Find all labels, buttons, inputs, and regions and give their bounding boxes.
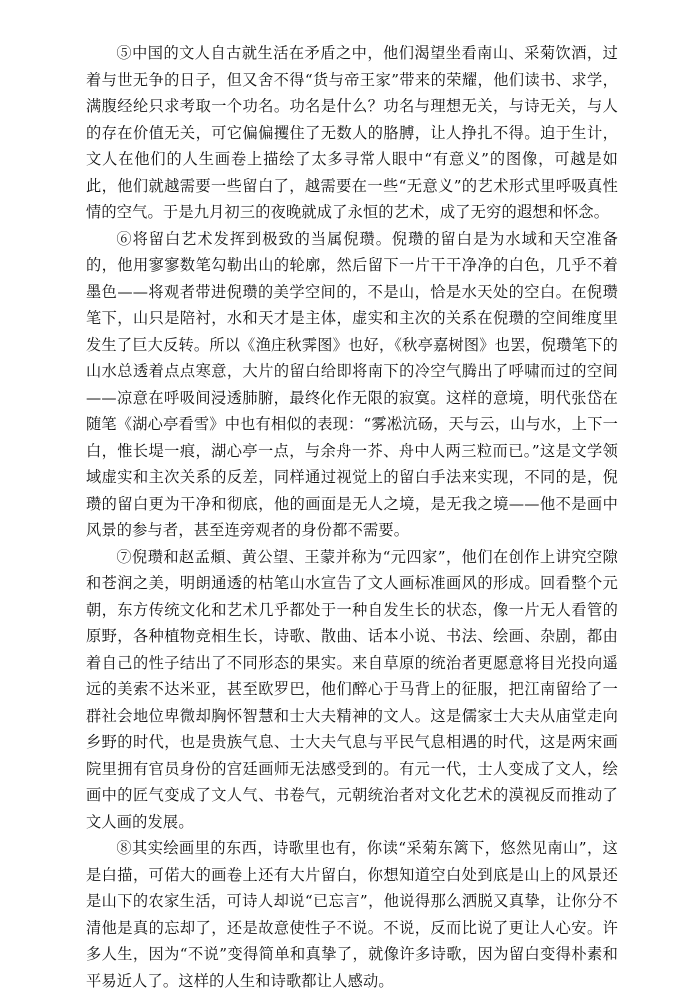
paragraph-8: ⑧其实绘画里的东西，诗歌里也有，你读“采菊东篱下，悠然见南山”，这是白描，可偌大的画卷上还有大片留白，你想知道空白处到底是山上的风景还是山下的农家生活，可诗人却说“已忘言”，他说得那么洒脱又真挚，让你分不清他是真的忘却了，还是故意使性子不说。不说，反而比说了更让人心安。许多人生，因为“不说”变得简单和真挚了，就像许多诗歌，因为留白变得朴素和平易近人了。这样的人生和诗歌都让人感动。	[86, 839, 618, 990]
paragraph-6: ⑥将留白艺术发挥到极致的当属倪瓒。倪瓒的留白是为水域和天空准备的，他用寥寥数笔勾勒出山的轮廓，然后留下一片干干净净的白色，几乎不着墨色——将观者带进倪瓒的美学空间的，不是山，恰是水天处的空白。在倪瓒笔下，山只是陪衬，水和天才是主体，虚实和主次的关系在倪瓒的空间维度里发生了巨大反转。所以《渔庄秋霁图》也好，《秋亭嘉树图》也罢，倪瓒笔下的山水总透着点点寒意，大片的留白给即将南下的冷空气腾出了呼啸而过的空间——凉意在呼吸间浸透肺腑，最终化作无限的寂寞。这样的意境，明代张岱在随笔《湖心亭看雪》中也有相似的表现：“雾凇沆砀，天与云，山与水，上下一白，惟长堤一痕，湖心亭一点，与余舟一芥、舟中人两三粒而已。”这是文学领域虚实和主次关系的反差，同样通过视觉上的留白手法来实现，不同的是，倪瓒的留白更为干净和彻底，他的画面是无人之境，是无我之境——他不是画中风景的参与者，甚至连旁观者的身份都不需要。	[86, 229, 618, 539]
paragraph-7: ⑦倪瓒和赵孟頫、黄公望、王蒙并称为“元四家”，他们在创作上讲究空隙和苍润之美，明朗通透的枯笔山水宣告了文人画标准画风的形成。回看整个元朝，东方传统文化和艺术几乎都处于一种自发生长的状态，像一片无人看管的原野，各种植物竞相生长，诗歌、散曲、话本小说、书法、绘画、杂剧，都由着自己的性子结出了不同形态的果实。来自草原的统治者更愿意将目光投向遥远的美索不达米亚，甚至欧罗巴，他们醉心于马背上的征服，把江南留给了一群社会地位卑微却胸怀智慧和士大夫精神的文人。这是儒家士大夫从庙堂走向乡野的时代，也是贵族气息、士大夫气息与平民气息相遇的时代，这是两宋画院里拥有官员身份的宫廷画师无法感受到的。有元一代，士人变成了文人，绘画中的匠气变成了文人气、书卷气，元朝统治者对文化艺术的漠视反而推动了文人画的发展。	[86, 547, 618, 831]
article-body	[86, 40, 618, 994]
paragraph-5: ⑤中国的文人自古就生活在矛盾之中，他们渴望坐看南山、采菊饮酒，过着与世无争的日子，但又舍不得“货与帝王家”带来的荣耀，他们读书、求学，满腹经纶只求考取一个功名。功名是什么？功名与理想无关，与诗无关，与人的存在价值无关，可它偏偏攫住了无数人的胳膊，让人挣扎不得。迫于生计，文人在他们的人生画卷上描绘了太多寻常人眼中“有意义”的图像，可越是如此，他们就越需要一些留白了，越需要在一些“无意义”的艺术形式里呼吸真性情的空气。于是九月初三的夜晚就成了永恒的艺术，成了无穷的遐想和怀念。	[86, 44, 618, 221]
